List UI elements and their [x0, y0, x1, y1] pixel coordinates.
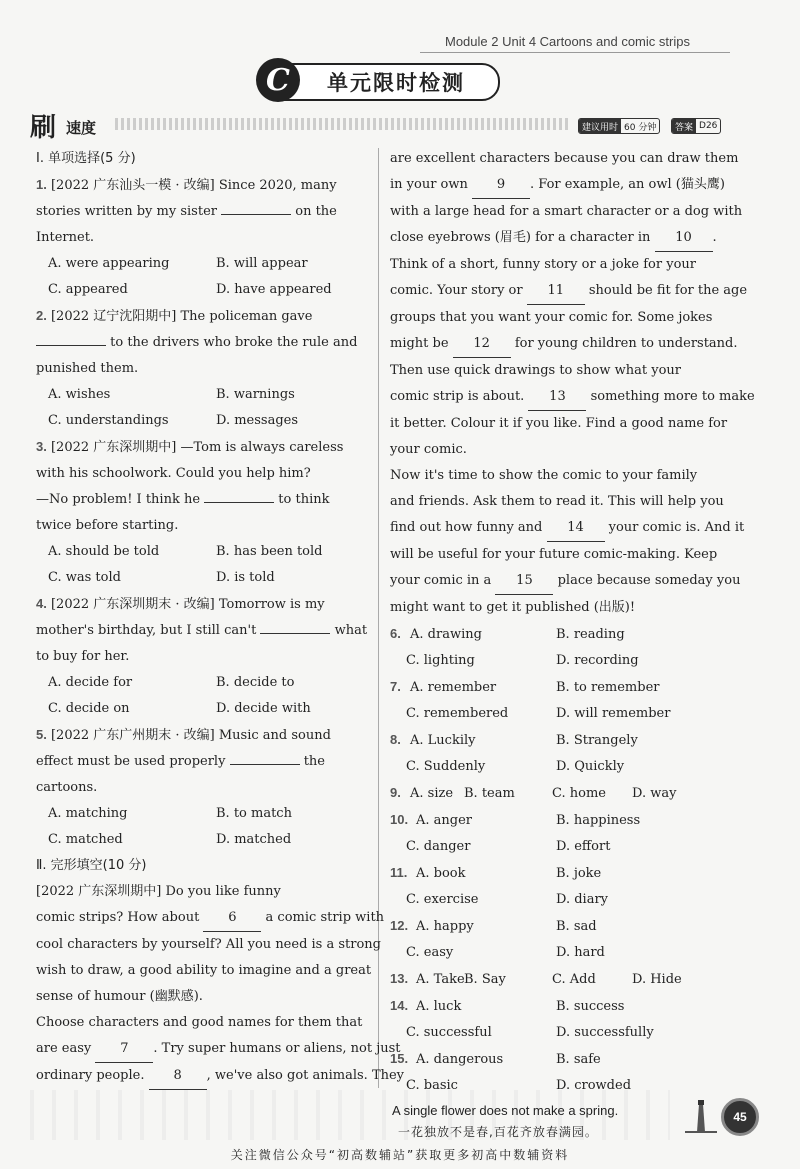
- answer-label: 答案: [672, 119, 696, 133]
- line-text: with a large head for a smart character or a dog with: [390, 204, 743, 219]
- text-line: [390, 172, 726, 199]
- text-line: [36, 225, 370, 251]
- text-line: [390, 621, 726, 648]
- option-a: C. danger: [406, 839, 471, 854]
- dotted-divider: [115, 118, 570, 130]
- option-b: B. safe: [556, 1052, 601, 1067]
- option-a: C. remembered: [406, 706, 509, 721]
- text-line: [36, 172, 370, 199]
- line-text: something more to make: [586, 389, 755, 404]
- option-a: A. should be told: [48, 544, 160, 559]
- text-line: [36, 591, 370, 618]
- line-text: what: [330, 623, 368, 638]
- option-a: A. dangerous: [416, 1052, 504, 1067]
- option-a: C. was told: [48, 570, 121, 585]
- option-a: A. Take: [416, 972, 465, 987]
- answer-blank: 12: [453, 331, 511, 358]
- answer-blank: 15: [495, 568, 553, 595]
- line-text: close eyebrows (眉毛) for a character in: [390, 230, 655, 245]
- text-line: [36, 1010, 370, 1036]
- option-b: D. hard: [556, 945, 605, 960]
- text-line: [36, 670, 370, 696]
- right-column: [390, 146, 755, 1099]
- question-number: 1.: [36, 177, 47, 192]
- line-text: cartoons.: [36, 780, 98, 795]
- text-line: [390, 515, 745, 542]
- text-line: [36, 827, 370, 853]
- option-b: D. have appeared: [216, 282, 332, 297]
- proverb-english: A single flower does not make a spring.: [392, 1103, 619, 1118]
- text-line: [36, 539, 370, 565]
- option-b: B. to remember: [556, 680, 660, 695]
- line-text: on the: [291, 204, 337, 219]
- text-line: [36, 434, 370, 461]
- line-text: your comic is. And it: [604, 520, 745, 535]
- option-number: 15.: [390, 1051, 409, 1066]
- answer-blank: 14: [547, 515, 605, 542]
- answer-blank: [260, 633, 330, 634]
- answer-value: D26: [699, 121, 718, 131]
- text-line: [36, 905, 385, 932]
- speed-char: 刷: [30, 113, 57, 143]
- option-b: D. crowded: [556, 1078, 632, 1093]
- text-line: [390, 807, 726, 834]
- text-line: [36, 696, 370, 722]
- text-line: [36, 303, 370, 330]
- text-line: [36, 277, 370, 303]
- option-b: B. success: [556, 999, 625, 1014]
- option-number: 10.: [390, 812, 409, 827]
- answer-blank: 11: [527, 278, 585, 305]
- text-line: [390, 780, 726, 807]
- text-line: [390, 674, 726, 701]
- option-b: D. recording: [556, 653, 639, 668]
- text-line: [36, 775, 370, 801]
- text-line: [36, 644, 370, 670]
- text-line: [390, 463, 726, 489]
- option-b: D. is told: [216, 570, 275, 585]
- text-line: [36, 330, 370, 356]
- line-text: to buy for her.: [36, 649, 130, 664]
- option-b: D. messages: [216, 413, 299, 428]
- text-line: [390, 993, 726, 1020]
- text-line: [36, 722, 370, 749]
- option-a: A. happy: [416, 919, 474, 934]
- text-line: [36, 801, 370, 827]
- line-text: mother's birthday, but I still can't: [36, 623, 261, 638]
- option-b: D. matched: [216, 832, 292, 847]
- option-b: B. has been told: [216, 544, 323, 559]
- option-b: B. happiness: [556, 813, 641, 828]
- line-text: Now it's time to show the comic to your family: [390, 468, 698, 483]
- line-text: cool characters by yourself? All you need is a strong: [36, 937, 382, 952]
- option-a: C. decide on: [48, 701, 130, 716]
- lighthouse-icon: [683, 1094, 719, 1134]
- text-line: [36, 461, 370, 487]
- line-text: a comic strip with: [261, 910, 385, 925]
- text-line: [390, 966, 726, 993]
- text-line: [390, 278, 748, 305]
- option-b: B. Strangely: [556, 733, 638, 748]
- option-b: D. effort: [556, 839, 611, 854]
- header-rule: [420, 52, 730, 53]
- answer-blank: 10: [655, 225, 713, 252]
- option-a: A. Luckily: [410, 733, 476, 748]
- option-b: D. successfully: [556, 1025, 654, 1040]
- option-a: C. exercise: [406, 892, 479, 907]
- text-line: [390, 305, 726, 331]
- option-a: A. matching: [48, 806, 128, 821]
- text-line: [36, 1063, 405, 1090]
- option-number: 11.: [390, 865, 408, 880]
- line-text: might want to get it published (出版)!: [390, 600, 636, 615]
- line-text: should be fit for the age: [584, 283, 748, 298]
- text-line: [36, 356, 370, 382]
- text-line: [36, 749, 370, 775]
- option-b: B. sad: [556, 919, 597, 934]
- line-text: ordinary people.: [36, 1068, 149, 1083]
- answer-blank: [221, 214, 291, 215]
- line-text: Think of a short, funny story or a joke for your: [390, 257, 696, 272]
- text-line: [390, 542, 726, 568]
- text-line: [390, 860, 726, 887]
- line-text: to think: [274, 492, 330, 507]
- option-b: B. reading: [556, 627, 625, 642]
- option-c: C. home: [552, 786, 606, 801]
- text-line: [36, 1036, 401, 1063]
- line-text: sense of humour (幽默感).: [36, 989, 203, 1004]
- text-line: [390, 727, 726, 754]
- answer-blank: 9: [472, 172, 530, 199]
- line-text: in your own: [390, 177, 473, 192]
- text-line: [390, 252, 726, 278]
- option-b: B. Say: [464, 972, 506, 987]
- text-line: [390, 489, 726, 515]
- option-a: A. drawing: [410, 627, 482, 642]
- option-a: A. were appearing: [48, 256, 170, 271]
- answer-blank: [230, 764, 300, 765]
- option-number: 8.: [390, 732, 401, 747]
- text-line: [390, 358, 726, 384]
- line-text: for young children to understand.: [510, 336, 738, 351]
- option-a: C. lighting: [406, 653, 475, 668]
- section-heading: Ⅰ. 单项选择(5 分): [36, 151, 136, 166]
- text-line: [36, 146, 370, 172]
- text-line: [390, 595, 726, 621]
- text-line: [390, 331, 738, 358]
- time-value: 60 分钟: [624, 122, 657, 133]
- option-a: C. Suddenly: [406, 759, 486, 774]
- option-c: C. Add: [552, 972, 596, 987]
- text-line: [36, 251, 370, 277]
- line-text: with his schoolwork. Could you help him?: [36, 466, 311, 481]
- line-text: Internet.: [36, 230, 95, 245]
- title-text: 单元限时检测: [327, 71, 465, 95]
- line-text: comic strip is about.: [390, 389, 529, 404]
- option-a: C. understandings: [48, 413, 169, 428]
- line-text: the: [299, 754, 325, 769]
- line-text: your comic.: [390, 442, 467, 457]
- question-number: 4.: [36, 596, 47, 611]
- option-a: A. luck: [416, 999, 462, 1014]
- answer-blank: [204, 502, 274, 503]
- line-text: comic strips? How about: [36, 910, 204, 925]
- option-number: 7.: [390, 679, 401, 694]
- option-d: D. way: [632, 786, 677, 801]
- option-b: B. to match: [216, 806, 292, 821]
- line-text: to the drivers who broke the rule and: [106, 335, 358, 350]
- option-b: D. diary: [556, 892, 609, 907]
- option-a: A. size: [410, 786, 454, 801]
- text-line: [36, 984, 370, 1010]
- page-number: 45: [721, 1098, 759, 1136]
- option-b: D. decide with: [216, 701, 311, 716]
- text-line: [390, 411, 726, 437]
- footer-promo: 关注微信公众号“初高数辅站”获取更多初高中数辅资料: [230, 1148, 570, 1162]
- text-line: [390, 1046, 726, 1073]
- text-line: [390, 146, 739, 172]
- option-a: A. book: [416, 866, 466, 881]
- text-line: [36, 513, 370, 539]
- line-text: comic. Your story or: [390, 283, 527, 298]
- text-line: [36, 199, 370, 225]
- text-line: [390, 754, 726, 780]
- time-label: 建议用时: [579, 119, 621, 133]
- line-text: wish to draw, a good ability to imagine and a great: [36, 963, 372, 978]
- text-line: [36, 487, 370, 513]
- line-text: your comic in a: [390, 573, 496, 588]
- option-b: D. Quickly: [556, 759, 625, 774]
- option-b: D. will remember: [556, 706, 671, 721]
- line-text: .: [712, 230, 717, 245]
- running-header: Module 2 Unit 4 Cartoons and comic strips: [445, 34, 690, 49]
- text-line: [36, 565, 370, 591]
- line-text: Choose characters and good names for them that: [36, 1015, 363, 1030]
- text-line: [390, 384, 755, 411]
- line-text: —No problem! I think he: [36, 492, 205, 507]
- text-line: [36, 958, 370, 984]
- line-text: and friends. Ask them to read it. This will help you: [390, 494, 724, 509]
- option-a: A. wishes: [48, 387, 111, 402]
- question-number: 5.: [36, 727, 47, 742]
- text-line: [390, 1020, 726, 1046]
- line-text: are excellent characters because you can draw them: [390, 151, 739, 166]
- option-number: 9.: [390, 785, 401, 800]
- section-heading: Ⅱ. 完形填空(10 分): [36, 858, 147, 873]
- line-text: place because someday you: [553, 573, 741, 588]
- text-line: [36, 853, 370, 879]
- answer-blank: [36, 345, 106, 346]
- option-number: 14.: [390, 998, 409, 1013]
- question-text: [2022 广东深圳期末 · 改编] Tomorrow is my: [46, 597, 325, 612]
- text-line: [390, 225, 726, 252]
- option-number: 6.: [390, 626, 401, 641]
- proverb-chinese: 一花独放不是春,百花齐放春满园。: [398, 1125, 598, 1139]
- text-line: [36, 408, 370, 434]
- text-line: [390, 199, 743, 225]
- answer-blank: 6: [203, 905, 261, 932]
- option-a: C. basic: [406, 1078, 458, 1093]
- answer-blank: 7: [95, 1036, 153, 1063]
- line-text: punished them.: [36, 361, 139, 376]
- option-a: C. successful: [406, 1025, 492, 1040]
- text-line: [36, 618, 370, 644]
- line-text: stories written by my sister: [36, 204, 222, 219]
- option-a: A. remember: [410, 680, 497, 695]
- line-text: will be useful for your future comic-making. Keep: [390, 547, 718, 562]
- text-line: [390, 913, 726, 940]
- option-a: C. matched: [48, 832, 123, 847]
- text-line: [390, 887, 726, 913]
- option-b: B. joke: [556, 866, 602, 881]
- option-b: B. warnings: [216, 387, 295, 402]
- line-text: , we've also got animals. They: [206, 1068, 405, 1083]
- question-text: [2022 广东广州期末 · 改编] Music and sound: [46, 728, 331, 743]
- option-b: B. will appear: [216, 256, 308, 271]
- question-number: 3.: [36, 439, 47, 454]
- answer-badge: [671, 118, 721, 134]
- text-line: [390, 701, 726, 727]
- option-d: D. Hide: [632, 972, 682, 987]
- answer-blank: 13: [528, 384, 586, 411]
- line-text: might be: [390, 336, 453, 351]
- line-text: . Try super humans or aliens, not just: [153, 1041, 401, 1056]
- text-line: [390, 648, 726, 674]
- text-line: [36, 879, 370, 905]
- text-line: [390, 940, 726, 966]
- question-text: [2022 辽宁沈阳期中] The policeman gave: [46, 309, 313, 324]
- text-line: [36, 382, 370, 408]
- line-text: are easy: [36, 1041, 96, 1056]
- line-text: [2022 广东深圳期中] Do you like funny: [36, 884, 281, 899]
- option-b: B. team: [464, 786, 515, 801]
- option-a: C. easy: [406, 945, 454, 960]
- question-text: [2022 广东汕头一模 · 改编] Since 2020, many: [46, 178, 337, 193]
- line-text: twice before starting.: [36, 518, 179, 533]
- answer-blank: 8: [149, 1063, 207, 1090]
- option-b: B. decide to: [216, 675, 295, 690]
- option-number: 13.: [390, 971, 409, 986]
- text-line: [36, 932, 382, 958]
- text-line: [390, 437, 726, 463]
- text-line: [390, 568, 741, 595]
- speed-label: 速度: [66, 119, 97, 137]
- line-text: effect must be used properly: [36, 754, 230, 769]
- line-text: groups that you want your comic for. Some jokes: [390, 310, 713, 325]
- option-a: A. anger: [416, 813, 473, 828]
- line-text: find out how funny and: [390, 520, 547, 535]
- line-text: Then use quick drawings to show what your: [390, 363, 682, 378]
- question-number: 2.: [36, 308, 47, 323]
- option-a: A. decide for: [48, 675, 133, 690]
- line-text: . For example, an owl (猫头鹰): [530, 177, 725, 192]
- time-badge: [578, 118, 660, 134]
- text-line: [390, 834, 726, 860]
- title-c-badge: C: [256, 58, 300, 102]
- option-a: C. appeared: [48, 282, 128, 297]
- line-text: it better. Colour it if you like. Find a good name for: [390, 416, 728, 431]
- question-text: [2022 广东深圳期中] —Tom is always careless: [46, 440, 344, 455]
- option-number: 12.: [390, 918, 409, 933]
